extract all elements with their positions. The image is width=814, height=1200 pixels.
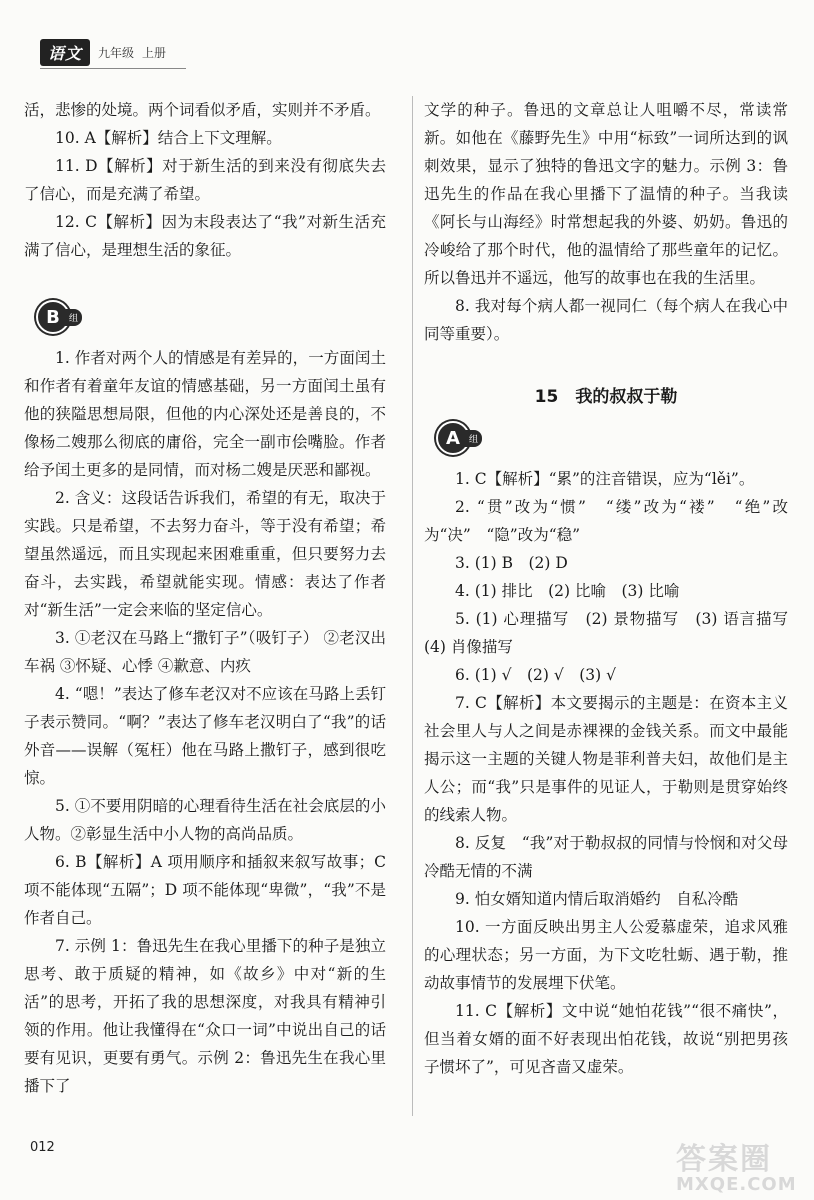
answer-item: 8. 反复 “我”对于勒叔叔的同情与怜悯和对父母冷酷无情的不满 bbox=[424, 834, 788, 880]
answer-item: 4. (1) 排比 (2) 比喻 (3) 比喻 bbox=[455, 582, 680, 600]
answer-item: 1. C【解析】“累”的注音错误，应为“lěi”。 bbox=[455, 470, 755, 488]
answer-item: 10. 一方面反映出男主人公爱慕虚荣，追求风雅的心理状态；另一方面，为下文吃牡蛎、遇于勒，推动故事情节的发展埋下伏笔。 bbox=[424, 918, 788, 992]
answer-item: 6. B【解析】A 项用顺序和插叙来叙写故事；C 项不能体现“五隔”；D 项不能体现“卑微”，“我”不是作者自己。 bbox=[24, 853, 386, 927]
group-a-tail: 组 bbox=[465, 430, 482, 447]
answer-item: 9. 怕女婿知道内情后取消婚约 自私冷酷 bbox=[455, 890, 739, 908]
answer-item: 活，悲惨的处境。两个词看似矛盾，实则并不矛盾。 bbox=[24, 101, 381, 119]
answer-item: 3. ①老汉在马路上“撒钉子”（吸钉子） ②老汉出车祸 ③怀疑、心悸 ④歉意、内疚 bbox=[24, 629, 386, 675]
right-column bbox=[424, 96, 804, 1081]
answer-item: 2. 含义：这段话告诉我们，希望的有无，取决于实践。只是希望，不去努力奋斗，等于没有希望；希望虽然遥远，而且实现起来困难重重，但只要努力去奋斗，去实践，希望就能实现。情感：表达了作者对“新生活”一定会来临的坚定信心。 bbox=[24, 489, 386, 619]
group-a-badge bbox=[436, 421, 482, 455]
answer-item: 11. C【解析】文中说“她怕花钱”“很不痛快”，但当着女婿的面不好表现出怕花钱，故说“别把男孩子惯坏了”，可见吝啬又虚荣。 bbox=[424, 1002, 788, 1076]
group-b-badge bbox=[36, 300, 82, 334]
answer-item: 文学的种子。鲁迅的文章总让人咀嚼不尽，常读常新。如他在《藤野先生》中用“标致”一词所达到的讽刺效果，显示了独特的鲁迅文字的魅力。示例 3：鲁迅先生的作品在我心里播下了温情的种子。当我读《阿长与山海经》时常想起我的外婆、奶奶。鲁迅的冷峻给了那个时代，他的温情给了那些童年的记忆。所以鲁迅并不遥远，他写的故事也在我的生活里。 bbox=[424, 101, 788, 287]
answer-item: 12. C【解析】因为末段表达了“我”对新生活充满了信心，是理想生活的象征。 bbox=[24, 213, 386, 259]
answer-item: 6. (1) √ (2) √ (3) √ bbox=[455, 666, 616, 684]
column-divider bbox=[412, 96, 413, 1116]
answer-item: 8. 我对每个病人都一视同仁（每个病人在我心中同等重要）。 bbox=[424, 297, 788, 343]
answer-item: 7. C【解析】本文要揭示的主题是：在资本主义社会里人与人之间是赤裸裸的金钱关系。而文中最能揭示这一主题的关键人物是菲利普夫妇，故他们是主人公；而“我”只是事件的见证人，于勒则是贯穿始终的线索人物。 bbox=[424, 694, 788, 824]
spacer bbox=[24, 264, 386, 294]
answer-item: 2. “贯”改为“惯” “缕”改为“褛” “绝”改为“决” “隐”改为“稳” bbox=[424, 498, 788, 544]
group-b-tail: 组 bbox=[65, 309, 82, 326]
lesson-title: 15 我的叔叔于勒 bbox=[534, 387, 678, 407]
answer-item: 11. D【解析】对于新生活的到来没有彻底失去了信心，而是充满了希望。 bbox=[24, 157, 386, 203]
subject-logo: 语文 bbox=[40, 39, 90, 66]
group-b-letter: B bbox=[36, 300, 70, 334]
watermark-line2: MXQE.COM bbox=[676, 1174, 797, 1195]
header-rule bbox=[40, 68, 186, 69]
answer-item: 1. 作者对两个人的情感是有差异的，一方面闰土和作者有着童年友谊的情感基础，另一方面闰土虽有他的狭隘思想局限，但他的内心深处还是善良的，不像杨二嫂那么彻底的庸俗，完全一副市侩嘴脸。作者给予闰土更多的是同情，而对杨二嫂是厌恶和鄙视。 bbox=[24, 349, 386, 479]
answer-item: 4. “嗯！”表达了修车老汉对不应该在马路上丢钉子表示赞同。“啊？”表达了修车老汉明白了“我”的话外音——误解（冤枉）他在马路上撒钉子，感到很吃惊。 bbox=[24, 685, 386, 787]
page-number: 012 bbox=[30, 1140, 55, 1155]
watermark-line1: 答案圈 bbox=[676, 1142, 772, 1177]
answer-item: 5. (1) 心理描写 (2) 景物描写 (3) 语言描写 (4) 肖像描写 bbox=[424, 610, 804, 656]
answer-item: 5. ①不要用阴暗的心理看待生活在社会底层的小人物。②彰显生活中小人物的高尚品质。 bbox=[24, 797, 386, 843]
left-column bbox=[24, 96, 386, 1100]
group-a-letter: A bbox=[436, 421, 470, 455]
site-watermark bbox=[676, 1134, 806, 1194]
volume-label: 上册 bbox=[142, 45, 167, 60]
answer-item: 7. 示例 1：鲁迅先生在我心里播下的种子是独立思考、敢于质疑的精神，如《故乡》中对“新的生活”的思考，开拓了我的思想深度，对我具有精神引领的作用。他让我懂得在“众口一词”中说出自己的话要有见识，更要有勇气。示例 2：鲁迅先生在我心里播下了 bbox=[24, 937, 386, 1095]
answer-item: 10. A【解析】结合上下文理解。 bbox=[55, 129, 282, 147]
page-header bbox=[40, 40, 190, 64]
answer-item: 3. (1) B (2) D bbox=[455, 554, 568, 572]
grade-label: 九年级 bbox=[98, 45, 135, 60]
